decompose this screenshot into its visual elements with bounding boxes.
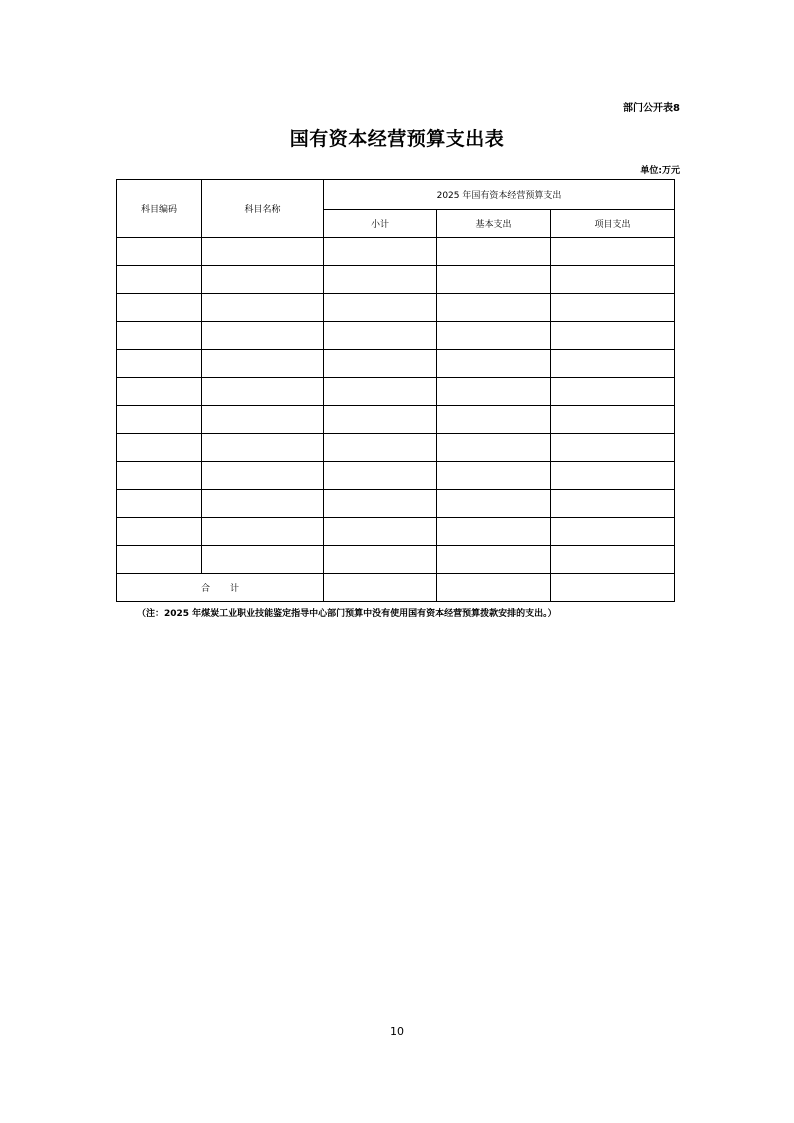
cell-project (551, 490, 675, 518)
cell-basic (437, 350, 551, 378)
cell-code (117, 546, 202, 574)
cell-name (202, 406, 324, 434)
cell-basic (437, 406, 551, 434)
table-row (117, 462, 675, 490)
cell-name (202, 518, 324, 546)
cell-name (202, 294, 324, 322)
cell-project (551, 434, 675, 462)
cell-subtotal (324, 378, 437, 406)
cell-name (202, 462, 324, 490)
cell-code (117, 266, 202, 294)
cell-basic (437, 322, 551, 350)
column-header-subtotal: 小计 (324, 210, 437, 238)
cell-project (551, 322, 675, 350)
table-row (117, 294, 675, 322)
cell-code (117, 490, 202, 518)
cell-basic (437, 518, 551, 546)
cell-project (551, 294, 675, 322)
cell-code (117, 518, 202, 546)
cell-subtotal (324, 322, 437, 350)
column-header-code: 科目编码 (117, 180, 202, 238)
cell-project (551, 378, 675, 406)
cell-name (202, 546, 324, 574)
cell-code (117, 238, 202, 266)
cell-subtotal (324, 406, 437, 434)
total-basic (437, 574, 551, 602)
cell-subtotal (324, 518, 437, 546)
cell-project (551, 406, 675, 434)
table-row (117, 490, 675, 518)
cell-code (117, 434, 202, 462)
cell-basic (437, 434, 551, 462)
cell-code (117, 462, 202, 490)
unit-label: 单位:万元 (640, 166, 680, 176)
cell-code (117, 294, 202, 322)
cell-name (202, 322, 324, 350)
cell-basic (437, 294, 551, 322)
column-header-basic: 基本支出 (437, 210, 551, 238)
cell-basic (437, 378, 551, 406)
cell-code (117, 378, 202, 406)
cell-basic (437, 238, 551, 266)
cell-basic (437, 462, 551, 490)
cell-basic (437, 266, 551, 294)
total-subtotal (324, 574, 437, 602)
table-row (117, 378, 675, 406)
cell-name (202, 238, 324, 266)
cell-name (202, 490, 324, 518)
column-header-name: 科目名称 (202, 180, 324, 238)
cell-project (551, 546, 675, 574)
footnote: （注：2025 年煤炭工业职业技能鉴定指导中心部门预算中没有使用国有资本经营预算拨款安排的支出。） (137, 609, 557, 619)
table-row (117, 350, 675, 378)
cell-subtotal (324, 462, 437, 490)
cell-subtotal (324, 546, 437, 574)
total-row (117, 574, 675, 602)
column-group-header: 2025 年国有资本经营预算支出 (324, 180, 675, 210)
table-row (117, 322, 675, 350)
cell-code (117, 322, 202, 350)
table-header-row (117, 180, 675, 210)
cell-project (551, 238, 675, 266)
table-row (117, 434, 675, 462)
page-title: 国有资本经营预算支出表 (289, 128, 505, 150)
cell-project (551, 462, 675, 490)
cell-code (117, 350, 202, 378)
table-row (117, 266, 675, 294)
cell-name (202, 266, 324, 294)
cell-name (202, 350, 324, 378)
doc-code: 部门公开表8 (623, 103, 680, 114)
table-body (117, 238, 675, 574)
column-header-project: 项目支出 (551, 210, 675, 238)
table-row (117, 238, 675, 266)
cell-project (551, 350, 675, 378)
total-project (551, 574, 675, 602)
total-label: 合计 (117, 574, 324, 602)
cell-project (551, 518, 675, 546)
cell-subtotal (324, 350, 437, 378)
cell-subtotal (324, 490, 437, 518)
table-row (117, 518, 675, 546)
cell-project (551, 266, 675, 294)
table-row (117, 546, 675, 574)
cell-name (202, 378, 324, 406)
cell-code (117, 406, 202, 434)
cell-subtotal (324, 434, 437, 462)
cell-name (202, 434, 324, 462)
cell-basic (437, 546, 551, 574)
cell-basic (437, 490, 551, 518)
cell-subtotal (324, 238, 437, 266)
cell-subtotal (324, 294, 437, 322)
cell-subtotal (324, 266, 437, 294)
table-row (117, 406, 675, 434)
page-number: 10 (390, 1025, 404, 1038)
budget-table (116, 179, 675, 602)
